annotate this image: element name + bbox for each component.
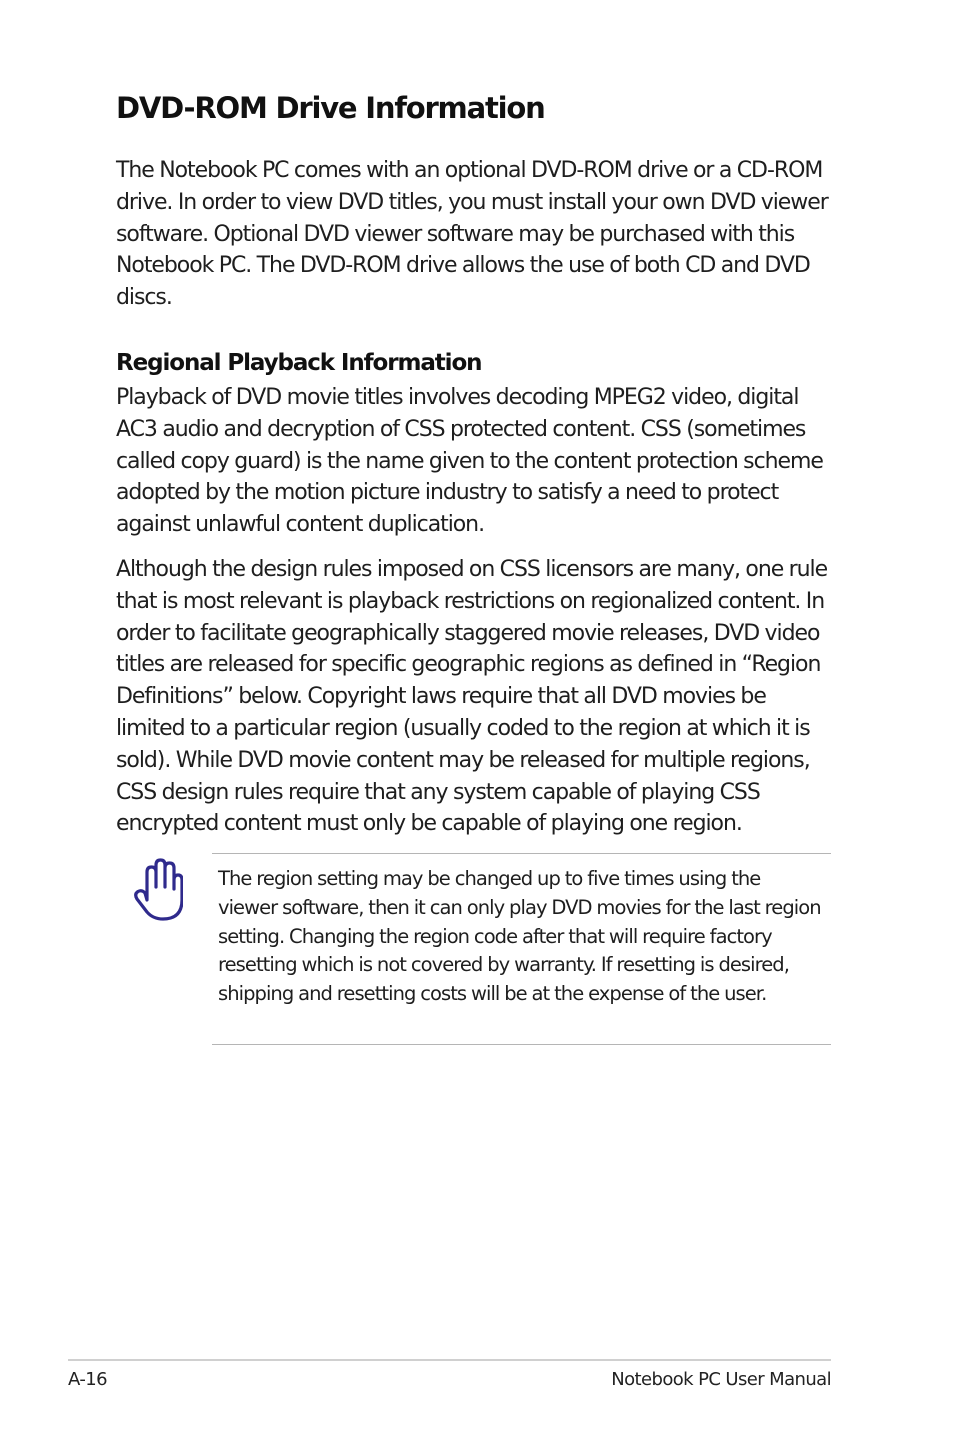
body-paragraph-1: Playback of DVD movie titles involves decoding MPEG2 video, digital AC3 audio and decryption of CSS protected content. CSS (sometimes called copy guard) is the name given to the content protection scheme adopted by the motion picture industry to satisfy a need to protect against unlawful content duplication.	[116, 384, 823, 538]
body-paragraph-2: Although the design rules imposed on CSS licensors are many, one rule that is most relevant is playback restrictions on regionalized content. In order to facilitate geographically staggered movie releases, DVD video titles are released for specific geographic regions as defined in “Region Definitions” below. Copyright laws require that all DVD movies be limited to a particular region (usually coded to the region at which it is sold). While DVD movie content may be released for multiple regions, CSS design rules require that any system capable of playing CSS encrypted content must only be capable of playing one region.	[116, 556, 828, 837]
intro-paragraph: The Notebook PC comes with an optional DVD-ROM drive or a CD-ROM drive. In order to view DVD titles, you must install your own DVD viewer software. Optional DVD viewer software may be purchased with this Notebook PC. The DVD-ROM drive allows the use of both CD and DVD discs.	[116, 158, 828, 311]
manual-title: Notebook PC User Manual	[611, 1369, 831, 1390]
note-box	[212, 853, 831, 1045]
footer-divider	[68, 1359, 831, 1361]
hand-stop-icon	[133, 856, 183, 922]
page-number: A-16	[68, 1369, 107, 1390]
page-content	[116, 88, 832, 840]
section-heading: Regional Playback Information	[116, 349, 482, 376]
page-title: DVD-ROM Drive Information	[116, 91, 545, 125]
note-text: The region setting may be changed up to five times using the viewer software, then it can only play DVD movies for the last region setting. Changing the region code after that will require factory resetting which is not covered by warranty. If resetting is desired, shipping and resetting costs will be at the expense of the user.	[218, 867, 821, 1006]
